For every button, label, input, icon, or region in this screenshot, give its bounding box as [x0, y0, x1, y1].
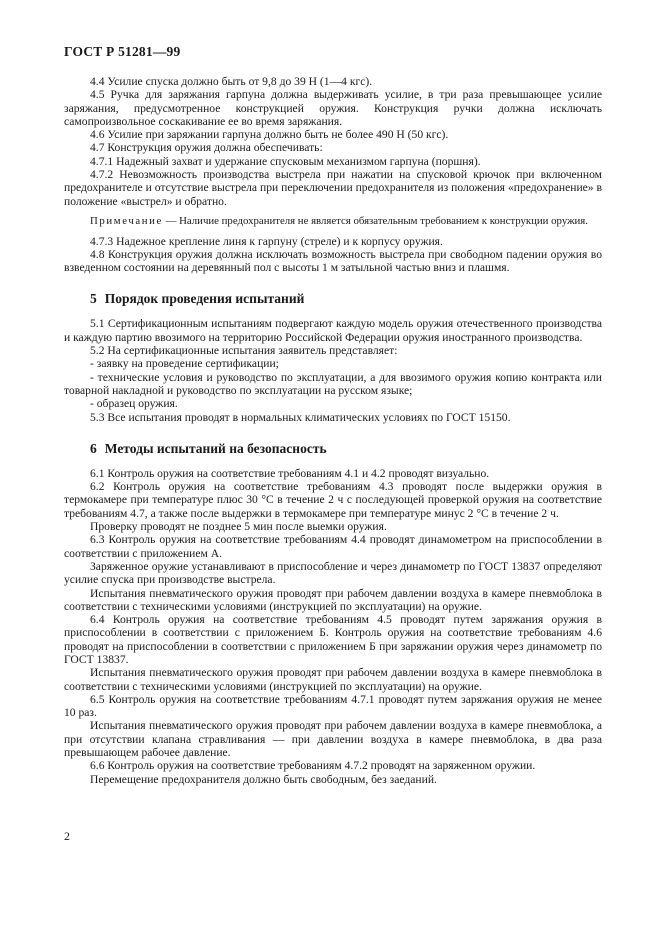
paragraph-6-5-pneumatic: Испытания пневматического оружия проводят при рабочем давлении воздуха в камере пневмоблока, а при отсутствии клапана стравливания — при давлении воздуха в камере пневмоблока, в два раза превышающем рабочее давление.: [64, 719, 602, 760]
list-item: - заявку на проведение сертификации;: [90, 357, 279, 371]
paragraph-6-4: 6.4 Контроль оружия на соответствие требованиям 4.5 проводят путем заряжания оружия в приспособлении в соответствии с приложением Б. Контроль оружия на соответствие требованиям 4.6 проводят на приспособлении в соответствии с приложением Б при заряжании оружия через динамометр по ГОСТ 13837.: [64, 613, 602, 666]
paragraph-4-7-1: 4.7.1 Надежный захват и удержание спусковым механизмом гарпуна (поршня).: [90, 154, 481, 168]
paragraph-6-1: 6.1 Контроль оружия на соответствие требованиям 4.1 и 4.2 проводят визуально.: [90, 466, 490, 480]
paragraph-6-2-check: Проверку проводят не позднее 5 мин после выемки оружия.: [90, 520, 387, 534]
paragraph-6-4-pneumatic: Испытания пневматического оружия проводят при рабочем давлении воздуха в камере пневмоблока в соответствии с техническими условиями (инструкцией по эксплуатации) на оружие.: [64, 666, 602, 693]
paragraph-4-4: 4.4 Усилие спуска должно быть от 9,8 до 39 Н (1—4 кгс).: [90, 75, 373, 88]
paragraph-4-7-2: 4.7.2 Невозможность производства выстрела при нажатии на спусковой крючок при включенном предохранителе и отсутствие выстрела при переключении предохранителя из положения «предохранение» в положение «выстрел» и обратно.: [64, 168, 602, 208]
list-item: - технические условия и руководство по эксплуатации, а для ввозимого оружия копию контракта или товарной накладной и руководство по эксплуатации на русском языке;: [64, 370, 602, 397]
paragraph-4-7-3: 4.7.3 Надежное крепление линя к гарпуну (стреле) и к корпусу оружия.: [90, 234, 443, 248]
paragraph-6-6: 6.6 Контроль оружия на соответствие требованиям 4.7.2 проводят на заряженном оружии.: [90, 759, 536, 773]
paragraph-4-5: 4.5 Ручка для заряжания гарпуна должна выдерживать усилие, в три раза превышающее усилие заряжания, предусмотренное конструкцией оружия. Конструкция ручки должна исключать самопроизвольное соскакивание ее во время заряжания.: [64, 88, 602, 128]
paragraph-6-3-pneumatic: Испытания пневматического оружия проводят при рабочем давлении воздуха в камере пневмоблока в соответствии с техническими условиями (инструкцией по эксплуатации) на оружие.: [64, 586, 602, 613]
paragraph-4-6: 4.6 Усилие при заряжании гарпуна должно быть не более 490 Н (50 кгс).: [90, 128, 449, 142]
section-6-number: 6: [90, 440, 97, 456]
note-text: — Наличие предохранителя не является обязательным требованием к конструкции оружия.: [162, 214, 588, 227]
paragraph-6-3: 6.3 Контроль оружия на соответствие требованиям 4.4 проводят динамометром на приспособлении в соответствии с приложением А.: [64, 533, 602, 560]
paragraph-5-2: 5.2 На сертификационные испытания заявитель представляет:: [90, 344, 398, 358]
paragraph-6-3-loaded: Заряженное оружие устанавливают в приспособление и через динамометр по ГОСТ 13837 определяют усилие спуска при производстве выстрела.: [64, 559, 602, 587]
list-item: - образец оружия.: [90, 397, 178, 411]
section-6-heading: [64, 441, 602, 457]
section-5-number: 5: [90, 291, 97, 307]
section-6-title: Методы испытаний на безопасность: [104, 440, 327, 456]
paragraph-6-5: 6.5 Контроль оружия на соответствие требованиям 4.7.1 проводят путем заряжания оружия не менее 10 раз.: [64, 692, 602, 720]
section-5-title: Порядок проведения испытаний: [104, 291, 305, 307]
paragraph-4-8: 4.8 Конструкция оружия должна исключать возможность выстрела при свободном падении оружия во взведенном состоянии на деревянный пол с высоты 1 м затыльной частью вниз и плашмя.: [64, 247, 602, 275]
note-label: Примечание: [90, 214, 163, 227]
paragraph-5-1: 5.1 Сертификационным испытаниям подвергают каждую модель оружия отечественного производства и каждую партию ввозимого на территорию Российской Федерации оружия иностранного производства.: [64, 317, 602, 344]
section-5-heading: [64, 291, 602, 307]
paragraph-4-7: 4.7 Конструкция оружия должна обеспечивать:: [90, 141, 323, 155]
note: [64, 215, 602, 228]
document-header: ГОСТ Р 51281—99: [64, 44, 181, 59]
document-body: [64, 75, 602, 786]
paragraph-6-2: 6.2 Контроль оружия на соответствие требованиям 4.3 проводят после выдержки оружия в термокамере при температуре плюс 30 °С в течение 2 ч с последующей проверкой оружия на соответствие требованиям 4.7, а также после выдержки в термокамере при температуре минус 2 °С в течение 2 ч.: [64, 480, 602, 520]
paragraph-5-3: 5.3 Все испытания проводят в нормальных климатических условиях по ГОСТ 15150.: [90, 410, 511, 424]
page-number: 2: [64, 829, 70, 843]
paragraph-6-6-safety: Перемещение предохранителя должно быть свободным, без заеданий.: [90, 772, 437, 786]
